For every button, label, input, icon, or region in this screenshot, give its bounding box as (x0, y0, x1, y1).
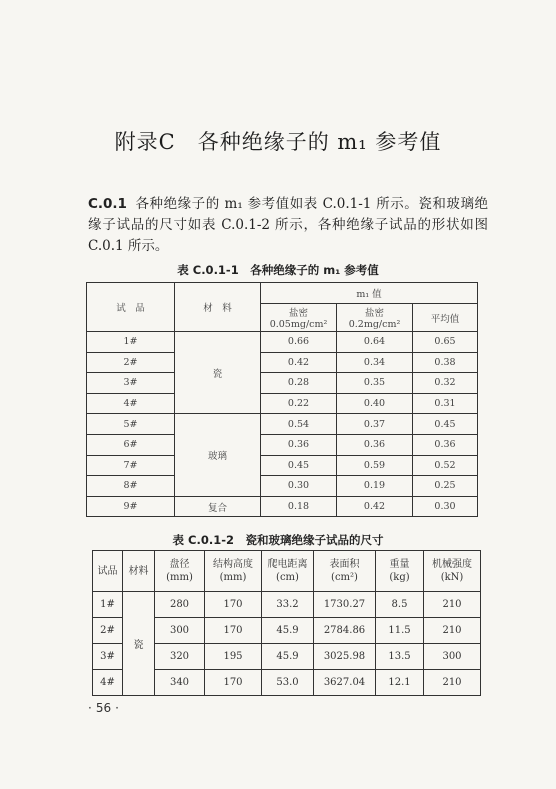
table-row (87, 352, 478, 373)
t2-cell-height: 195 (205, 644, 262, 670)
dimensions-table (92, 550, 481, 696)
t1-cell-v1: 0.45 (261, 455, 337, 476)
t1-header-col2-l1: 盐密 (364, 308, 384, 319)
t1-header-col2 (337, 304, 413, 332)
t1-cell-v1: 0.28 (261, 373, 337, 394)
table1-caption: 表 C.0.1-1 各种绝缘子的 m₁ 参考值 (177, 263, 379, 277)
t1-cell-v1: 0.66 (261, 332, 337, 353)
table-row (87, 373, 478, 394)
t1-cell-v2: 0.59 (337, 455, 413, 476)
t1-cell-v1: 0.54 (261, 414, 337, 435)
t2-cell-weight: 11.5 (376, 618, 424, 644)
t1-header-sample: 试 品 (87, 283, 175, 332)
section-paragraph (88, 194, 488, 257)
t1-cell-avg: 0.36 (413, 434, 478, 455)
t2-cell-area: 1730.27 (314, 592, 376, 618)
t2-header-strength-l2: (kN) (440, 572, 464, 583)
t1-cell-v2: 0.40 (337, 393, 413, 414)
table-row (87, 476, 478, 497)
t1-cell-sample: 3# (87, 373, 175, 394)
table-row (87, 496, 478, 517)
t1-cell-sample: 2# (87, 352, 175, 373)
t2-header-material: 材料 (123, 551, 155, 592)
t2-header-area-l1: 表面积 (329, 559, 360, 570)
table-row (87, 434, 478, 455)
t1-cell-avg: 0.32 (413, 373, 478, 394)
t2-cell-weight: 13.5 (376, 644, 424, 670)
t1-header-col2-l2: 0.2mg/cm² (348, 319, 401, 330)
t2-cell-strength: 210 (424, 618, 481, 644)
t1-header-group: m₁ 值 (261, 283, 478, 304)
t1-cell-sample: 5# (87, 414, 175, 435)
table-row (93, 592, 481, 618)
t2-header-creepage (262, 551, 314, 592)
t2-cell-strength: 210 (424, 592, 481, 618)
t2-cell-diameter: 300 (155, 618, 205, 644)
t1-cell-sample: 9# (87, 496, 175, 517)
t1-cell-avg: 0.25 (413, 476, 478, 497)
t2-cell-sample: 2# (93, 618, 123, 644)
t2-header-height (205, 551, 262, 592)
t1-cell-avg: 0.65 (413, 332, 478, 353)
t1-header-material: 材 料 (175, 283, 261, 332)
t2-header-diameter-l2: (mm) (166, 572, 193, 583)
t2-cell-strength: 300 (424, 644, 481, 670)
t2-header-creepage-l2: (cm) (276, 572, 299, 583)
t2-header-strength (424, 551, 481, 592)
t2-cell-weight: 8.5 (376, 592, 424, 618)
t1-cell-sample: 8# (87, 476, 175, 497)
t1-cell-sample: 7# (87, 455, 175, 476)
section-number: C.0.1 (88, 196, 127, 212)
t2-header-weight (376, 551, 424, 592)
t2-header-area (314, 551, 376, 592)
t2-header-sample: 试品 (93, 551, 123, 592)
t2-header-weight-l1: 重量 (389, 559, 410, 570)
t1-cell-sample: 1# (87, 332, 175, 353)
t2-cell-creepage: 33.2 (262, 592, 314, 618)
t1-cell-v1: 0.18 (261, 496, 337, 517)
t2-header-weight-l2: (kg) (389, 572, 410, 583)
t2-cell-weight: 12.1 (376, 670, 424, 696)
t2-cell-height: 170 (205, 618, 262, 644)
t1-header-avg: 平均值 (413, 304, 478, 332)
t2-cell-diameter: 280 (155, 592, 205, 618)
t1-header-col1-l1: 盐密 (288, 308, 308, 319)
t1-cell-avg: 0.52 (413, 455, 478, 476)
t2-header-height-l2: (mm) (219, 572, 247, 583)
mvalue-table (86, 282, 478, 517)
t1-cell-avg: 0.45 (413, 414, 478, 435)
t2-header-height-l1: 结构高度 (213, 559, 253, 570)
t2-header-diameter (155, 551, 205, 592)
t1-cell-v2: 0.37 (337, 414, 413, 435)
table2-caption: 表 C.0.1-2 瓷和玻璃绝缘子试品的尺寸 (172, 533, 384, 547)
t1-cell-avg: 0.38 (413, 352, 478, 373)
t2-cell-material: 瓷 (123, 592, 155, 696)
page-title: 附录C 各种绝缘子的 m₁ 参考值 (114, 130, 442, 154)
t2-cell-strength: 210 (424, 670, 481, 696)
t2-header-area-l2: (cm²) (331, 572, 358, 583)
t2-cell-diameter: 340 (155, 670, 205, 696)
t1-header-col1 (261, 304, 337, 332)
t2-cell-area: 3025.98 (314, 644, 376, 670)
t2-cell-creepage: 45.9 (262, 618, 314, 644)
t1-cell-v1: 0.22 (261, 393, 337, 414)
t2-header-diameter-l1: 盘径 (169, 559, 190, 570)
t1-cell-v1: 0.36 (261, 434, 337, 455)
page-number: · 56 · (88, 701, 119, 715)
t1-cell-material: 复合 (175, 496, 261, 517)
t2-header-strength-l1: 机械强度 (432, 559, 472, 570)
t2-cell-creepage: 45.9 (262, 644, 314, 670)
t1-cell-sample: 4# (87, 393, 175, 414)
t1-header-col1-l2: 0.05mg/cm² (269, 319, 328, 330)
table-row (87, 414, 478, 435)
t1-cell-v2: 0.36 (337, 434, 413, 455)
t2-cell-diameter: 320 (155, 644, 205, 670)
t1-cell-avg: 0.31 (413, 393, 478, 414)
t2-cell-height: 170 (205, 592, 262, 618)
table-row (87, 332, 478, 353)
t1-cell-v1: 0.30 (261, 476, 337, 497)
t1-cell-sample: 6# (87, 434, 175, 455)
section-text: 各种绝缘子的 m₁ 参考值如表 C.0.1-1 所示。瓷和玻璃绝缘子试品的尺寸如表 C.0.1-2 所示，各种绝缘子试品的形状如图 C.0.1 所示。 (88, 196, 488, 254)
t1-cell-material: 瓷 (175, 332, 261, 414)
t1-cell-v1: 0.42 (261, 352, 337, 373)
t1-cell-v2: 0.19 (337, 476, 413, 497)
t2-cell-area: 3627.04 (314, 670, 376, 696)
page-number-value: 56 (95, 701, 112, 715)
t1-cell-avg: 0.30 (413, 496, 478, 517)
t2-cell-height: 170 (205, 670, 262, 696)
t2-cell-sample: 4# (93, 670, 123, 696)
table-row (87, 455, 478, 476)
t1-cell-v2: 0.42 (337, 496, 413, 517)
t1-cell-v2: 0.34 (337, 352, 413, 373)
t2-header-creepage-l1: 爬电距离 (267, 559, 308, 570)
t2-cell-sample: 3# (93, 644, 123, 670)
t1-cell-material: 玻璃 (175, 414, 261, 496)
t2-cell-creepage: 53.0 (262, 670, 314, 696)
t1-cell-v2: 0.35 (337, 373, 413, 394)
t2-cell-sample: 1# (93, 592, 123, 618)
t2-cell-area: 2784.86 (314, 618, 376, 644)
table-row (87, 393, 478, 414)
t1-cell-v2: 0.64 (337, 332, 413, 353)
